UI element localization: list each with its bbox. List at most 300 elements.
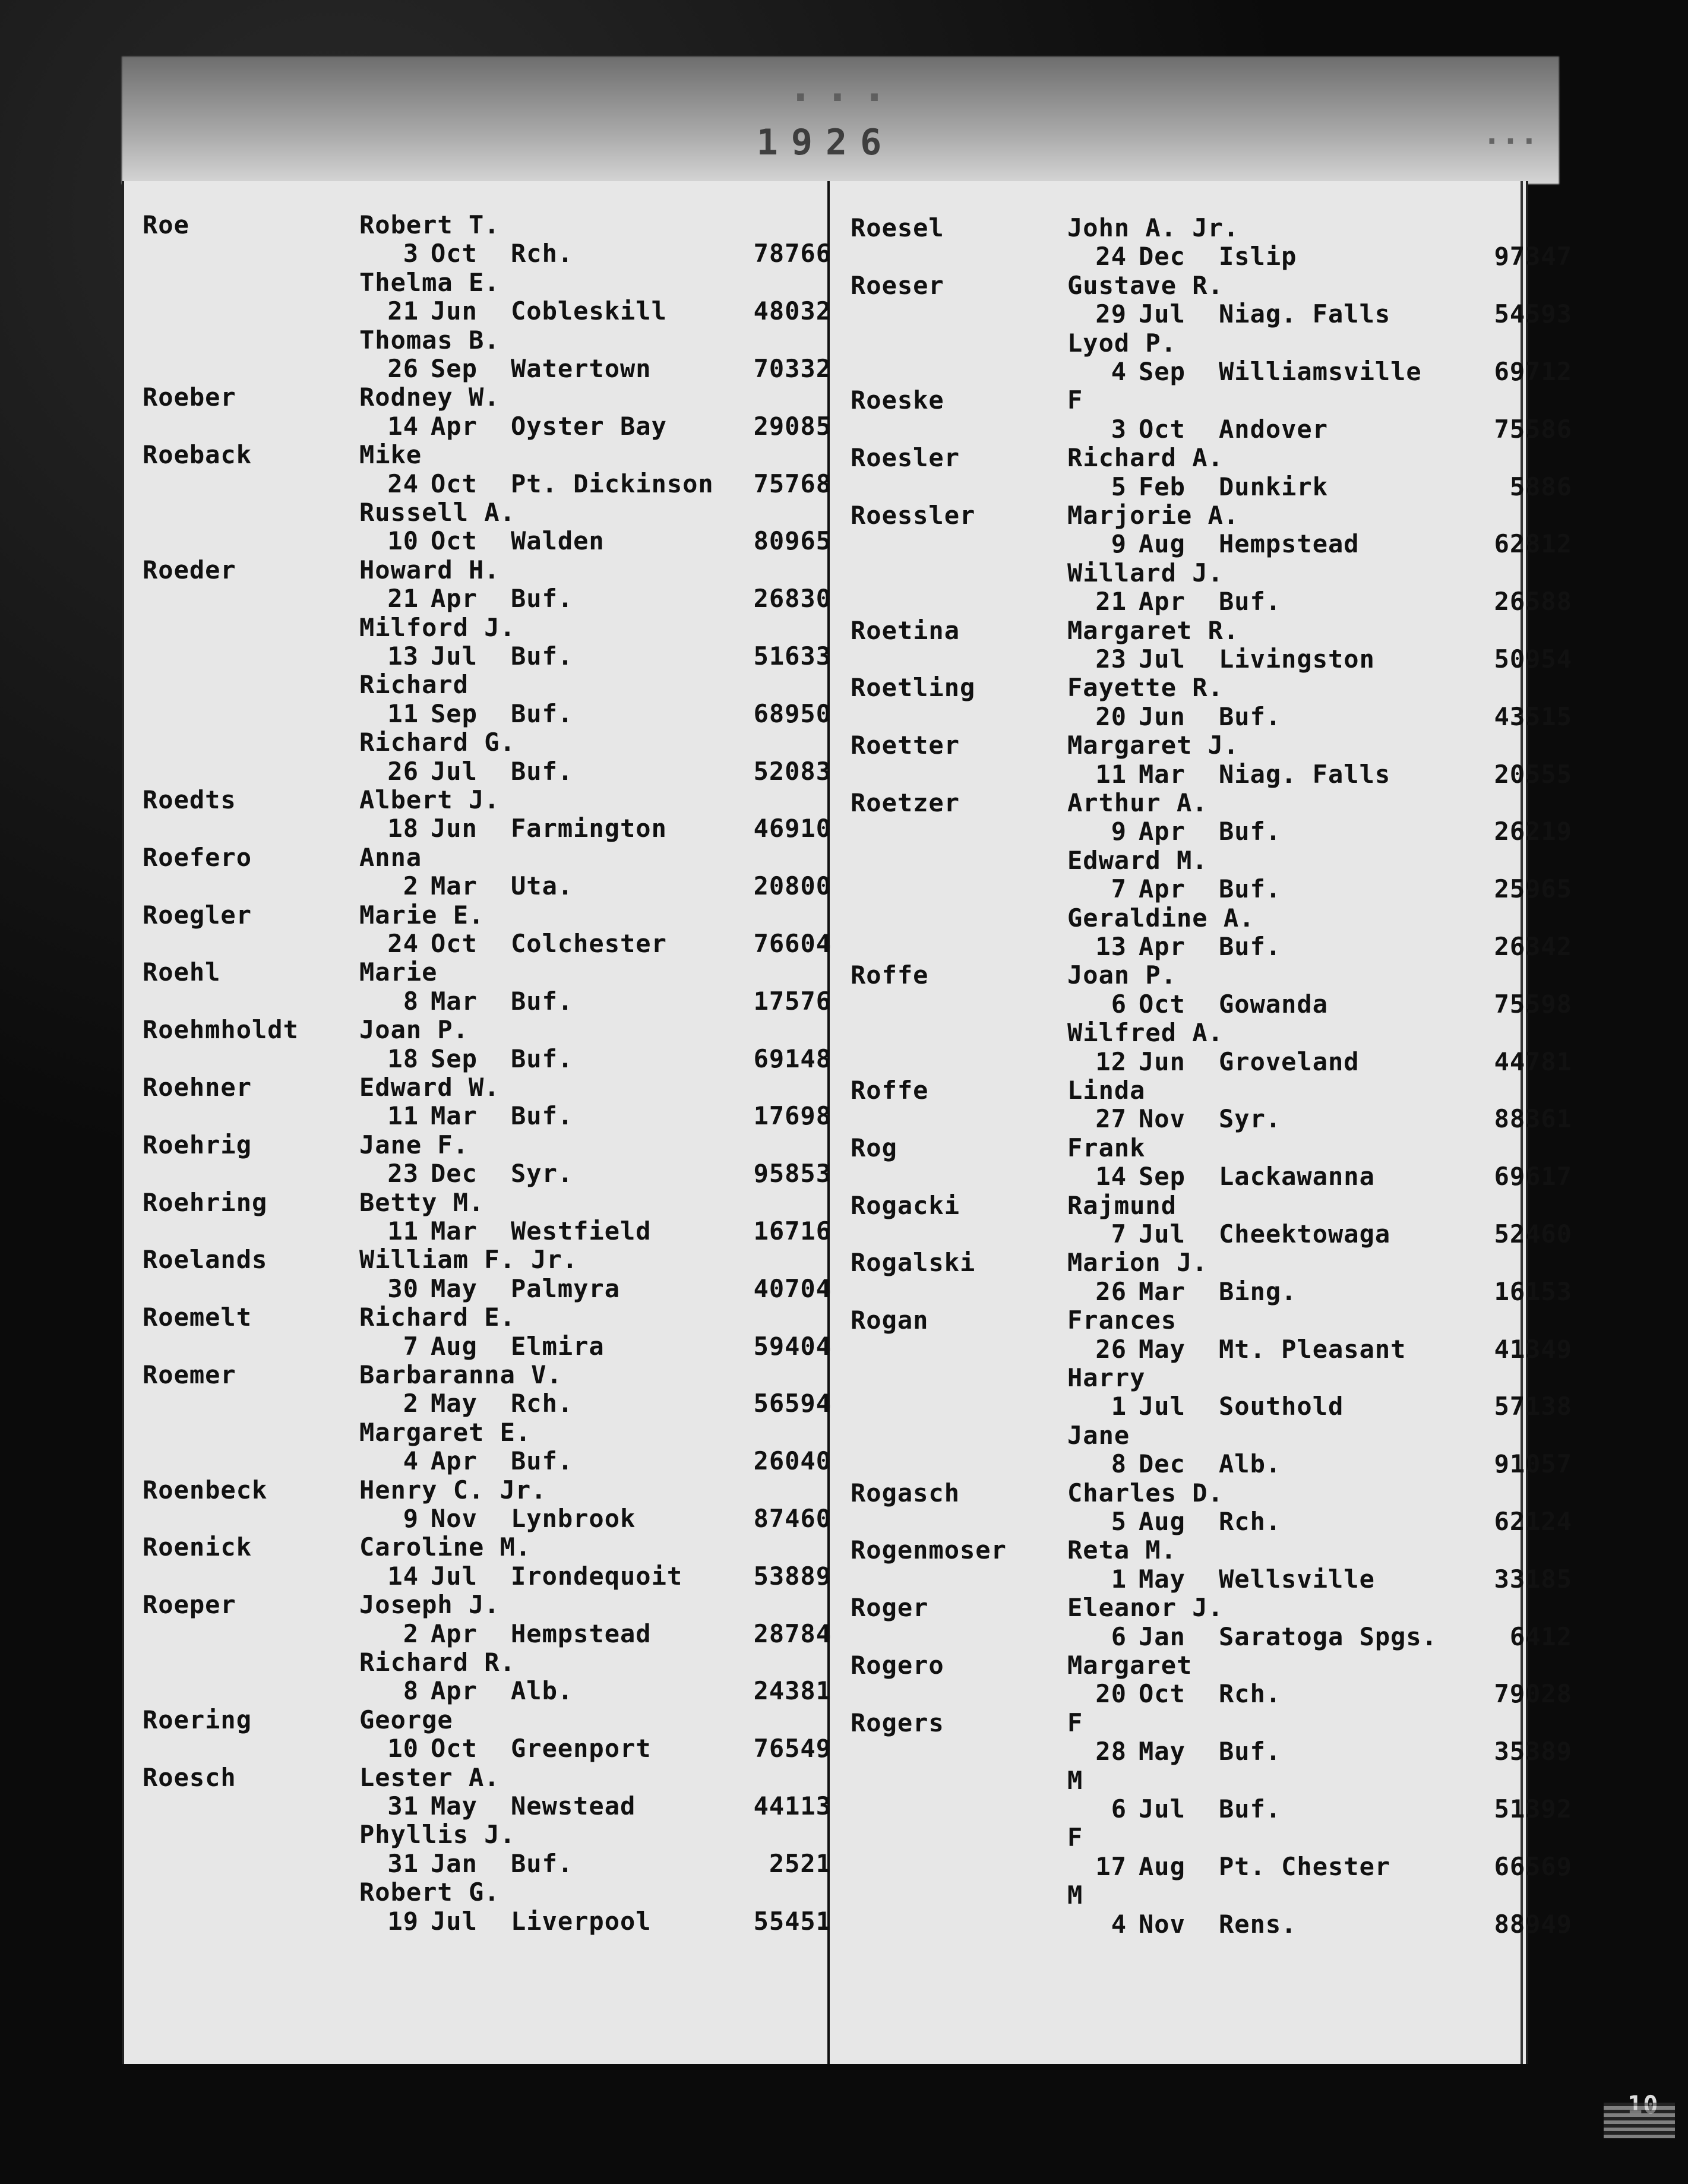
surname: Rogasch xyxy=(851,1478,960,1507)
certificate-number: 24381 xyxy=(753,1676,832,1706)
birth-day: 8 xyxy=(403,1676,419,1706)
certificate-number: 46910 xyxy=(753,814,832,843)
given-name: Willard J. xyxy=(1067,558,1224,587)
certificate-number: 28784 xyxy=(753,1619,832,1648)
birth-day: 23 xyxy=(387,1159,419,1189)
birth-day: 26 xyxy=(387,354,419,383)
birth-month: Nov xyxy=(1139,1909,1186,1939)
birth-place: Palmyra xyxy=(511,1273,621,1303)
birth-month: Jul xyxy=(431,756,478,786)
birth-place: Hempstead xyxy=(511,1619,652,1648)
birth-place: Livingston xyxy=(1219,644,1375,674)
birth-day: 10 xyxy=(387,526,419,556)
surname: Roessler xyxy=(851,501,976,530)
birth-day: 13 xyxy=(1095,932,1127,961)
given-name: Margaret J. xyxy=(1067,731,1240,760)
birth-place: Syr. xyxy=(1219,1104,1282,1134)
birth-month: Apr xyxy=(431,584,478,614)
birth-day: 9 xyxy=(1111,817,1127,846)
surname: Roetzer xyxy=(851,788,960,817)
birth-place: Dunkirk xyxy=(1219,472,1329,501)
certificate-number: 6412 xyxy=(1509,1622,1572,1651)
surname: Rogalski xyxy=(851,1248,976,1278)
birth-month: Jul xyxy=(1139,1392,1186,1421)
birth-place: Saratoga Spgs. xyxy=(1219,1622,1438,1651)
given-name: Gustave R. xyxy=(1067,270,1224,300)
birth-day: 3 xyxy=(403,239,419,268)
birth-place: Bing. xyxy=(1219,1276,1297,1306)
birth-month: Mar xyxy=(1139,1276,1186,1306)
birth-place: Watertown xyxy=(511,354,652,383)
certificate-number: 48032 xyxy=(753,296,832,326)
birth-month: Jun xyxy=(1139,701,1186,731)
birth-month: Jun xyxy=(431,296,478,326)
given-name: Marie E. xyxy=(359,900,485,930)
given-name: M xyxy=(1067,1765,1083,1795)
certificate-number: 75768 xyxy=(753,469,832,498)
given-name: John A. Jr. xyxy=(1067,213,1240,242)
surname: Roedts xyxy=(143,785,236,814)
given-name: Frank xyxy=(1067,1133,1146,1162)
birth-month: May xyxy=(1139,1334,1186,1364)
certificate-number: 87460 xyxy=(753,1504,832,1533)
birth-day: 26 xyxy=(1095,1276,1127,1306)
birth-day: 31 xyxy=(387,1848,419,1878)
birth-day: 26 xyxy=(1095,1334,1127,1364)
surname: Roeser xyxy=(851,270,944,300)
birth-month: Dec xyxy=(431,1159,478,1189)
given-name: Barbaranna V. xyxy=(359,1360,562,1389)
given-name: Wilfred A. xyxy=(1067,1018,1224,1048)
given-name: Richard R. xyxy=(359,1648,516,1677)
given-name: William F. Jr. xyxy=(359,1245,579,1275)
birth-place: Farmington xyxy=(511,814,667,843)
certificate-number: 17698 xyxy=(753,1101,832,1131)
surname: Roemer xyxy=(143,1360,236,1389)
birth-month: Feb xyxy=(1139,472,1186,501)
surname: Roesel xyxy=(851,213,944,242)
birth-place: Rch. xyxy=(1219,1679,1282,1709)
certificate-number: 29085 xyxy=(753,411,832,441)
birth-place: Cheektowaga xyxy=(1219,1219,1391,1249)
certificate-number: 59404 xyxy=(753,1331,832,1361)
birth-day: 4 xyxy=(403,1446,419,1476)
birth-day: 24 xyxy=(1095,242,1127,271)
surname: Roehner xyxy=(143,1073,252,1102)
given-name: Caroline M. xyxy=(359,1532,532,1562)
birth-place: Rch. xyxy=(511,239,574,268)
page-title: ... xyxy=(788,62,899,111)
birth-day: 20 xyxy=(1095,701,1127,731)
birth-month: Jul xyxy=(431,1906,478,1936)
birth-place: Southold xyxy=(1219,1392,1344,1421)
birth-place: Islip xyxy=(1219,242,1297,271)
given-name: F xyxy=(1067,1708,1083,1737)
certificate-number: 44113 xyxy=(753,1791,832,1820)
birth-place: Mt. Pleasant xyxy=(1219,1334,1406,1364)
surname: Roffe xyxy=(851,960,929,990)
given-name: Mike xyxy=(359,440,422,470)
certificate-number: 78766 xyxy=(753,239,832,268)
surname: Roetina xyxy=(851,615,960,645)
birth-month: Jul xyxy=(1139,1794,1186,1823)
birth-month: Apr xyxy=(431,1446,478,1476)
birth-place: Syr. xyxy=(511,1159,574,1189)
birth-place: Niag. Falls xyxy=(1219,759,1391,789)
given-name: Reta M. xyxy=(1067,1535,1177,1565)
certificate-number: 43515 xyxy=(1494,701,1572,731)
birth-place: Elmira xyxy=(511,1331,605,1361)
birth-month: Sep xyxy=(431,1044,478,1073)
birth-day: 18 xyxy=(387,814,419,843)
birth-place: Irondequoit xyxy=(511,1561,683,1591)
birth-place: Alb. xyxy=(1219,1449,1282,1479)
surname: Rogers xyxy=(851,1708,944,1737)
surname: Roehrig xyxy=(143,1130,252,1159)
birth-place: Buf. xyxy=(1219,1794,1282,1823)
given-name: Rajmund xyxy=(1067,1190,1177,1220)
birth-month: Mar xyxy=(431,1216,478,1246)
given-name: Anna xyxy=(359,842,422,872)
birth-month: Jan xyxy=(431,1848,478,1878)
birth-month: Oct xyxy=(431,1734,478,1763)
birth-place: Rens. xyxy=(1219,1909,1297,1939)
surname: Roeback xyxy=(143,440,252,470)
surname: Roehl xyxy=(143,957,221,987)
birth-month: Aug xyxy=(431,1331,478,1361)
given-name: Thomas B. xyxy=(359,325,500,355)
surname: Roehmholdt xyxy=(143,1015,299,1045)
surname: Roesch xyxy=(143,1762,236,1792)
birth-day: 23 xyxy=(1095,644,1127,674)
birth-month: May xyxy=(431,1273,478,1303)
surname: Roetling xyxy=(851,673,976,703)
given-name: Richard A. xyxy=(1067,443,1224,473)
birth-day: 21 xyxy=(387,296,419,326)
certificate-number: 52083 xyxy=(753,756,832,786)
birth-place: Buf. xyxy=(511,1446,574,1476)
surname: Rog xyxy=(851,1133,897,1162)
given-name: Marjorie A. xyxy=(1067,501,1240,530)
birth-month: Jun xyxy=(431,814,478,843)
surname: Roemelt xyxy=(143,1303,252,1332)
birth-day: 20 xyxy=(1095,1679,1127,1709)
birth-place: Pt. Chester xyxy=(1219,1851,1391,1881)
given-name: Frances xyxy=(1067,1306,1177,1335)
birth-day: 11 xyxy=(387,698,419,728)
certificate-number: 52460 xyxy=(1494,1219,1572,1249)
birth-day: 17 xyxy=(1095,1851,1127,1881)
birth-day: 2 xyxy=(403,1389,419,1418)
certificate-number: 88949 xyxy=(1494,1909,1572,1939)
birth-month: Sep xyxy=(431,698,478,728)
birth-day: 29 xyxy=(1095,299,1127,329)
certificate-number: 51392 xyxy=(1494,1794,1572,1823)
birth-month: Jan xyxy=(1139,1622,1186,1651)
surname: Rogacki xyxy=(851,1190,960,1220)
certificate-number: 76549 xyxy=(753,1734,832,1763)
given-name: Lyod P. xyxy=(1067,328,1177,358)
certificate-number: 80965 xyxy=(753,526,832,556)
birth-day: 4 xyxy=(1111,1909,1127,1939)
birth-day: 21 xyxy=(387,584,419,614)
birth-month: Sep xyxy=(1139,357,1186,386)
birth-month: Oct xyxy=(1139,414,1186,444)
birth-day: 1 xyxy=(1111,1392,1127,1421)
given-name: Russell A. xyxy=(359,498,516,527)
surname: Roefero xyxy=(143,842,252,872)
birth-place: Buf. xyxy=(1219,874,1282,904)
given-name: F xyxy=(1067,1823,1083,1853)
birth-month: Apr xyxy=(1139,874,1186,904)
birth-month: Dec xyxy=(1139,242,1186,271)
certificate-number: 62812 xyxy=(1494,529,1572,559)
birth-place: Walden xyxy=(511,526,605,556)
birth-day: 8 xyxy=(1111,1449,1127,1479)
birth-day: 8 xyxy=(403,986,419,1016)
given-name: Robert G. xyxy=(359,1878,500,1907)
surname: Rogenmoser xyxy=(851,1535,1007,1565)
given-name: Henry C. Jr. xyxy=(359,1475,547,1505)
birth-month: Mar xyxy=(431,986,478,1016)
birth-month: Mar xyxy=(1139,759,1186,789)
certificate-number: 95853 xyxy=(753,1159,832,1189)
given-name: Joan P. xyxy=(359,1015,469,1045)
certificate-number: 26830 xyxy=(753,584,832,614)
certificate-number: 17576 xyxy=(753,986,832,1016)
certificate-number: 75586 xyxy=(1494,414,1572,444)
birth-day: 1 xyxy=(1111,1564,1127,1594)
certificate-number: 16153 xyxy=(1494,1276,1572,1306)
birth-place: Oyster Bay xyxy=(511,411,667,441)
birth-place: Buf. xyxy=(1219,1737,1282,1766)
certificate-number: 35389 xyxy=(1494,1737,1572,1766)
certificate-number: 62124 xyxy=(1494,1507,1572,1536)
given-name: Robert T. xyxy=(359,210,500,239)
surname: Roger xyxy=(851,1593,929,1623)
surname: Roesler xyxy=(851,443,960,473)
given-name: George xyxy=(359,1705,453,1734)
surname: Roe xyxy=(143,210,189,239)
birth-place: Rch. xyxy=(1219,1507,1282,1536)
birth-month: Aug xyxy=(1139,1507,1186,1536)
certificate-number: 20800 xyxy=(753,871,832,901)
birth-month: Jul xyxy=(1139,1219,1186,1249)
birth-day: 26 xyxy=(387,756,419,786)
birth-month: Oct xyxy=(431,526,478,556)
birth-month: Oct xyxy=(431,929,478,958)
surname: Roehring xyxy=(143,1187,268,1217)
certificate-number: 2521 xyxy=(769,1848,832,1878)
birth-month: Oct xyxy=(1139,1679,1186,1709)
birth-day: 3 xyxy=(1111,414,1127,444)
given-name: Lester A. xyxy=(359,1762,500,1792)
certificate-number: 51633 xyxy=(753,641,832,671)
birth-month: Sep xyxy=(431,354,478,383)
birth-place: Buf. xyxy=(511,1044,574,1073)
birth-day: 5 xyxy=(1111,472,1127,501)
given-name: Geraldine A. xyxy=(1067,903,1255,933)
given-name: Joan P. xyxy=(1067,960,1177,990)
birth-day: 9 xyxy=(1111,529,1127,559)
certificate-number: 56594 xyxy=(753,1389,832,1418)
birth-month: Mar xyxy=(431,871,478,901)
birth-place: Buf. xyxy=(1219,932,1282,961)
birth-place: Wellsville xyxy=(1219,1564,1375,1594)
certificate-number: 33185 xyxy=(1494,1564,1572,1594)
given-name: Jane xyxy=(1067,1420,1130,1450)
given-name: Albert J. xyxy=(359,785,500,814)
certificate-number: 40704 xyxy=(753,1273,832,1303)
certificate-number: 20555 xyxy=(1494,759,1572,789)
given-name: Thelma E. xyxy=(359,267,500,297)
birth-place: Westfield xyxy=(511,1216,652,1246)
birth-place: Uta. xyxy=(511,871,574,901)
certificate-number: 26342 xyxy=(1494,932,1572,961)
birth-place: Gowanda xyxy=(1219,989,1329,1019)
given-name: Charles D. xyxy=(1067,1478,1224,1507)
birth-day: 11 xyxy=(387,1216,419,1246)
certificate-number: 5886 xyxy=(1509,472,1572,501)
birth-place: Buf. xyxy=(511,584,574,614)
given-name: Margaret R. xyxy=(1067,615,1240,645)
certificate-number: 76604 xyxy=(753,929,832,958)
surname: Roeske xyxy=(851,385,944,415)
certificate-number: 44781 xyxy=(1494,1047,1572,1076)
birth-place: Alb. xyxy=(511,1676,574,1706)
page-year: 1926 xyxy=(756,122,895,163)
birth-place: Cobleskill xyxy=(511,296,667,326)
certificate-number: 91057 xyxy=(1494,1449,1572,1479)
surname: Roenbeck xyxy=(143,1475,268,1505)
given-name: F xyxy=(1067,385,1083,415)
birth-day: 11 xyxy=(387,1101,419,1131)
given-name: Linda xyxy=(1067,1076,1146,1105)
birth-place: Buf. xyxy=(511,1848,574,1878)
surname: Rogan xyxy=(851,1306,929,1335)
given-name: Harry xyxy=(1067,1363,1146,1392)
given-name: Jane F. xyxy=(359,1130,469,1159)
birth-day: 14 xyxy=(1095,1162,1127,1191)
birth-day: 7 xyxy=(1111,1219,1127,1249)
birth-month: Jun xyxy=(1139,1047,1186,1076)
birth-place: Buf. xyxy=(511,756,574,786)
surname: Roegler xyxy=(143,900,252,930)
certificate-number: 26588 xyxy=(1494,587,1572,617)
birth-day: 13 xyxy=(387,641,419,671)
birth-month: Apr xyxy=(431,411,478,441)
surname: Roeper xyxy=(143,1590,236,1620)
birth-month: Jul xyxy=(431,641,478,671)
birth-place: Buf. xyxy=(511,1101,574,1131)
given-name: Margaret E. xyxy=(359,1417,532,1447)
certificate-number: 68950 xyxy=(753,698,832,728)
birth-month: Sep xyxy=(1139,1162,1186,1191)
certificate-number: 53889 xyxy=(753,1561,832,1591)
given-name: Richard xyxy=(359,670,469,700)
certificate-number: 70332 xyxy=(753,354,832,383)
corner-mark xyxy=(1604,2103,1675,2138)
certificate-number: 97347 xyxy=(1494,242,1572,271)
birth-place: Lackawanna xyxy=(1219,1162,1375,1191)
birth-place: Buf. xyxy=(1219,701,1282,731)
given-name: Arthur A. xyxy=(1067,788,1208,817)
birth-place: Newstead xyxy=(511,1791,636,1820)
certificate-number: 69712 xyxy=(1494,357,1572,386)
given-name: Marion J. xyxy=(1067,1248,1208,1278)
birth-month: Apr xyxy=(1139,817,1186,846)
birth-month: Jul xyxy=(1139,299,1186,329)
birth-day: 30 xyxy=(387,1273,419,1303)
birth-day: 14 xyxy=(387,1561,419,1591)
birth-day: 24 xyxy=(387,929,419,958)
birth-place: Buf. xyxy=(511,986,574,1016)
given-name: Joseph J. xyxy=(359,1590,500,1620)
given-name: Milford J. xyxy=(359,612,516,642)
given-name: Rodney W. xyxy=(359,383,500,412)
given-name: Betty M. xyxy=(359,1187,485,1217)
certificate-number: 66569 xyxy=(1494,1851,1572,1881)
birth-month: Apr xyxy=(431,1619,478,1648)
surname: Rogero xyxy=(851,1651,944,1680)
birth-day: 6 xyxy=(1111,989,1127,1019)
certificate-number: 69617 xyxy=(1494,1162,1572,1191)
birth-place: Pt. Dickinson xyxy=(511,469,714,498)
birth-month: Mar xyxy=(431,1101,478,1131)
given-name: Edward W. xyxy=(359,1073,500,1102)
birth-place: Buf. xyxy=(1219,817,1282,846)
birth-day: 6 xyxy=(1111,1794,1127,1823)
birth-month: Dec xyxy=(1139,1449,1186,1479)
birth-day: 7 xyxy=(1111,874,1127,904)
given-name: M xyxy=(1067,1880,1083,1910)
birth-day: 5 xyxy=(1111,1507,1127,1536)
birth-month: Apr xyxy=(1139,587,1186,617)
birth-month: May xyxy=(431,1791,478,1820)
given-name: Richard E. xyxy=(359,1303,516,1332)
birth-day: 18 xyxy=(387,1044,419,1073)
certificate-number: 26219 xyxy=(1494,817,1572,846)
page-number: ... xyxy=(1482,116,1538,151)
birth-place: Colchester xyxy=(511,929,667,958)
birth-month: May xyxy=(431,1389,478,1418)
birth-month: Aug xyxy=(1139,529,1186,559)
birth-day: 14 xyxy=(387,411,419,441)
birth-day: 19 xyxy=(387,1906,419,1936)
given-name: Fayette R. xyxy=(1067,673,1224,703)
birth-place: Andover xyxy=(1219,414,1329,444)
birth-place: Buf. xyxy=(511,641,574,671)
birth-month: Aug xyxy=(1139,1851,1186,1881)
birth-day: 12 xyxy=(1095,1047,1127,1076)
birth-day: 7 xyxy=(403,1331,419,1361)
given-name: Edward M. xyxy=(1067,845,1208,875)
birth-day: 28 xyxy=(1095,1737,1127,1766)
birth-place: Groveland xyxy=(1219,1047,1360,1076)
certificate-number: 79028 xyxy=(1494,1679,1572,1709)
birth-day: 24 xyxy=(387,469,419,498)
birth-month: Jul xyxy=(431,1561,478,1591)
birth-place: Hempstead xyxy=(1219,529,1360,559)
birth-place: Williamsville xyxy=(1219,357,1422,386)
birth-day: 21 xyxy=(1095,587,1127,617)
birth-month: Apr xyxy=(431,1676,478,1706)
birth-day: 2 xyxy=(403,871,419,901)
certificate-number: 50954 xyxy=(1494,644,1572,674)
birth-place: Buf. xyxy=(1219,587,1282,617)
given-name: Howard H. xyxy=(359,555,500,584)
birth-day: 11 xyxy=(1095,759,1127,789)
